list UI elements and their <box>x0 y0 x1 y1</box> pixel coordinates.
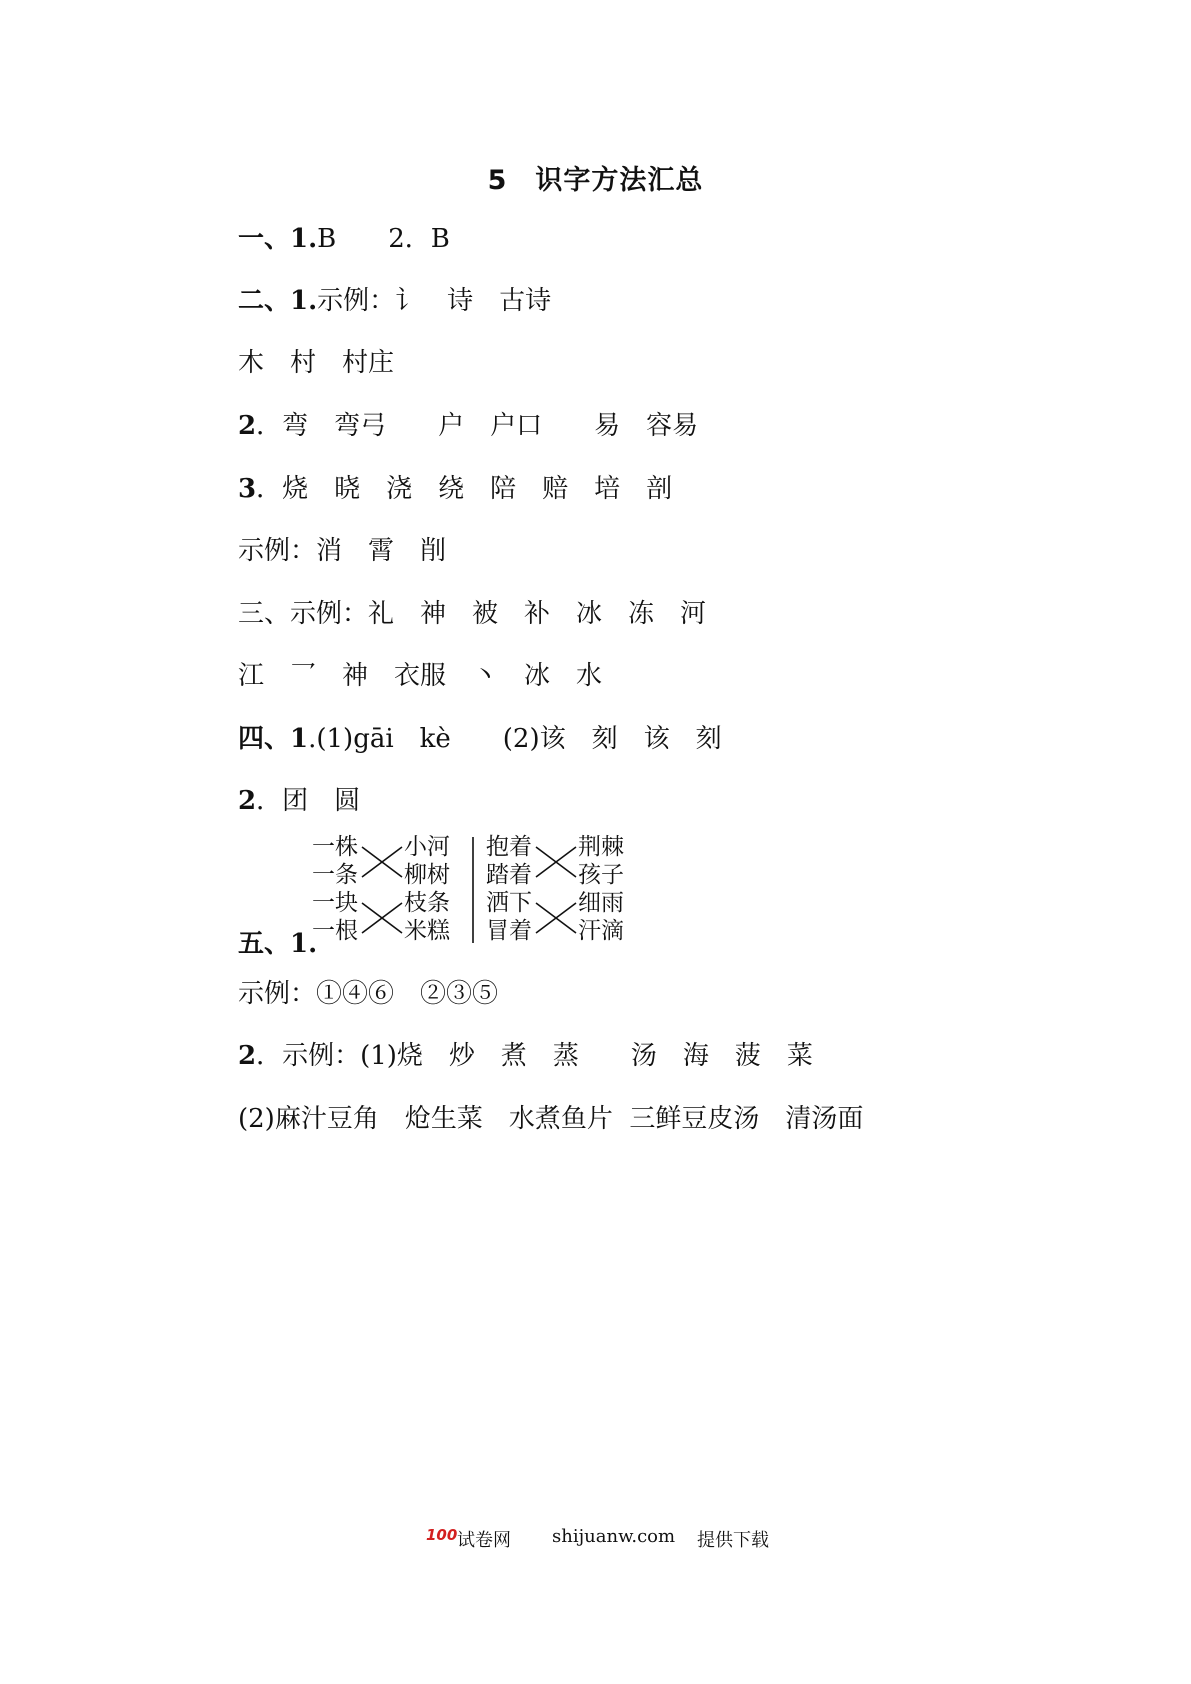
section-label: 五、1. <box>238 929 318 959</box>
section-label: 二、1. <box>238 286 318 316</box>
answer-text: ．烧 晓 浇 绕 陪 赔 培 剖 <box>256 474 673 504</box>
answer-line-10 <box>238 784 360 818</box>
item-number: 2 <box>238 786 257 816</box>
site-url: shijuanw.com <box>552 1526 676 1547</box>
answer-line-5 <box>238 472 672 506</box>
answer-line-12: 示例：①④⑥ ②③⑤ <box>238 979 499 1009</box>
item-number: 2 <box>238 1041 257 1071</box>
match-word: 汗滴 <box>578 918 624 944</box>
answer-text: ．弯 弯弓 户 户口 易 容易 <box>256 411 699 441</box>
match-word: 一条 <box>312 862 358 888</box>
answer-text: ．团 圆 <box>256 786 361 816</box>
match-word: 冒着 <box>486 918 532 944</box>
site-logo: 100 <box>426 1526 458 1544</box>
match-word: 柳树 <box>404 862 450 888</box>
answer-line-4 <box>238 409 698 443</box>
match-word: 孩子 <box>578 862 624 888</box>
answer-line-7: 三、示例：礼 神 被 补 冰 冻 河 <box>238 599 707 629</box>
page-footer <box>0 1526 1191 1556</box>
match-word: 小河 <box>404 834 450 860</box>
section-label: 四、1 <box>238 724 309 754</box>
download-note: 提供下载 <box>697 1530 769 1551</box>
match-word: 踏着 <box>486 862 532 888</box>
answer-line-13 <box>238 1039 813 1073</box>
page-title: 5 识字方法汇总 <box>487 165 704 196</box>
match-word: 抱着 <box>486 834 532 860</box>
answer-line-14: (2)麻汁豆角 炝生菜 水煮鱼片 三鲜豆皮汤 清汤面 <box>238 1104 864 1134</box>
match-word: 细雨 <box>578 890 624 916</box>
match-word: 一块 <box>312 890 358 916</box>
match-word: 荆棘 <box>578 834 624 860</box>
section-label: 一、1. <box>238 224 318 254</box>
item-number: 3 <box>238 474 257 504</box>
answer-line-2 <box>238 284 551 318</box>
answer-line-11 <box>238 927 317 961</box>
answer-text: B 2．B <box>317 224 450 254</box>
answer-line-6: 示例：消 霄 削 <box>238 536 447 566</box>
match-word: 一根 <box>312 918 358 944</box>
answer-line-3: 木 村 村庄 <box>238 348 395 378</box>
match-word: 米糕 <box>404 918 450 944</box>
answer-text: 示例：讠 诗 古诗 <box>317 286 552 316</box>
answer-text: .(1)gāi kè (2)该 刻 该 刻 <box>308 724 722 754</box>
answer-line-8: 江 ⺂ 神 衣服 丶 冰 水 <box>238 661 603 691</box>
answer-line-1 <box>238 222 450 256</box>
match-word: 枝条 <box>404 890 450 916</box>
match-word: 一株 <box>312 834 358 860</box>
answer-line-9 <box>238 722 722 756</box>
site-name: 试卷网 <box>457 1530 511 1551</box>
answer-text: ．示例：(1)烧 炒 煮 蒸 汤 海 菠 菜 <box>256 1041 813 1071</box>
item-number: 2 <box>238 411 257 441</box>
match-word: 洒下 <box>486 890 532 916</box>
matching-figure <box>310 833 640 945</box>
